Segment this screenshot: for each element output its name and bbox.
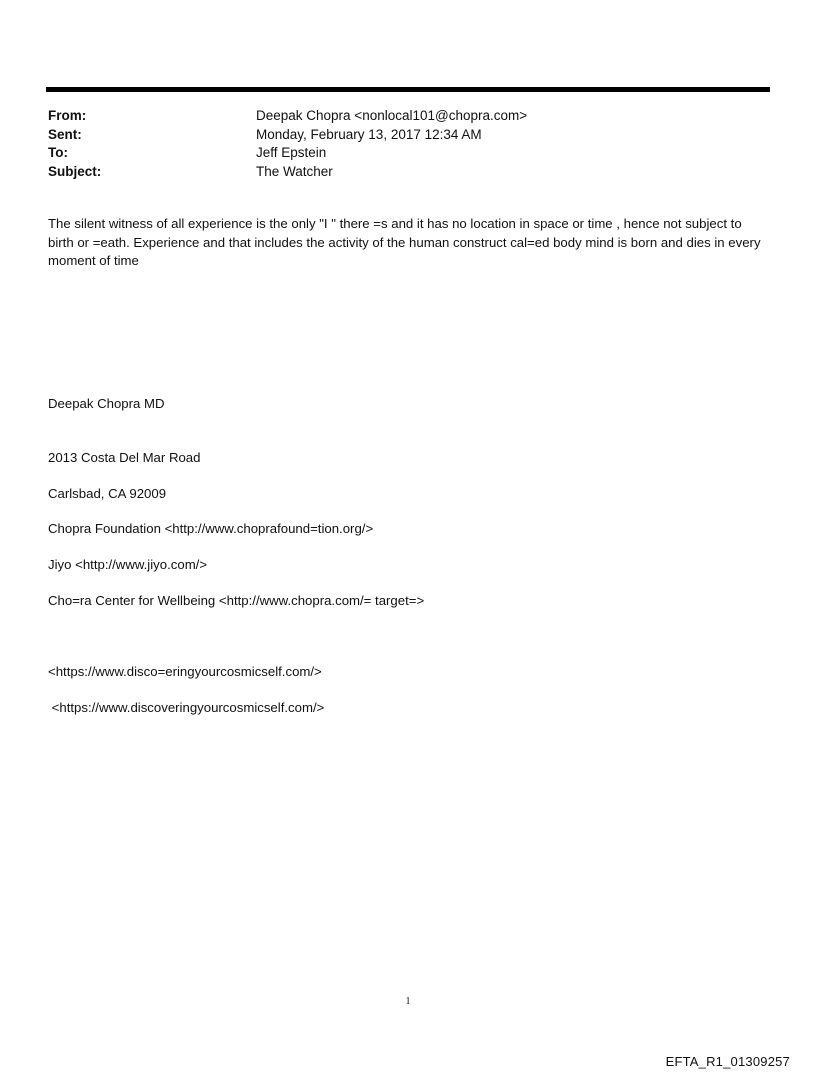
signature-link-cosmic-self-2[interactable]: <https://www.discoveringyourcosmicself.com/> bbox=[48, 700, 325, 715]
signature-link-chopra-center[interactable]: Cho=ra Center for Wellbeing <http://www.chopra.com/= target=> bbox=[48, 593, 425, 608]
signature-link-cosmic-self-1[interactable]: <https://www.disco=eringyourcosmicself.com/> bbox=[48, 664, 322, 679]
email-header bbox=[48, 107, 748, 181]
from-label: From: bbox=[48, 108, 87, 123]
subject-row bbox=[48, 163, 748, 182]
from-value: Deepak Chopra <nonlocal101@chopra.com> bbox=[256, 108, 528, 123]
to-row bbox=[48, 144, 748, 163]
bates-id: EFTA_R1_01309257 bbox=[665, 1054, 790, 1069]
sent-value: Monday, February 13, 2017 12:34 AM bbox=[256, 126, 482, 142]
email-body: The silent witness of all experience is the only "I " there =s and it has no location in space or time , hence not subject to birth or =eath. Experience and that includes the activity of the human construct cal=ed body mind is born and dies in every moment of time bbox=[48, 216, 761, 268]
header-divider bbox=[46, 87, 770, 92]
signature-address-line2: Carlsbad, CA 92009 bbox=[48, 486, 167, 501]
subject-label: Subject: bbox=[48, 163, 102, 179]
signature-link-jiyo[interactable]: Jiyo <http://www.jiyo.com/> bbox=[48, 557, 208, 572]
to-label: To: bbox=[48, 145, 68, 160]
sent-row bbox=[48, 126, 748, 145]
subject-value: The Watcher bbox=[256, 163, 333, 179]
signature-link-chopra-foundation[interactable]: Chopra Foundation <http://www.choprafound=tion.org/> bbox=[48, 521, 374, 536]
signature-name: Deepak Chopra MD bbox=[48, 396, 165, 411]
from-row bbox=[48, 107, 748, 126]
signature-address-line1: 2013 Costa Del Mar Road bbox=[48, 450, 201, 465]
to-value: Jeff Epstein bbox=[256, 145, 327, 160]
page-number: 1 bbox=[405, 996, 411, 1007]
sent-label: Sent: bbox=[48, 126, 82, 142]
